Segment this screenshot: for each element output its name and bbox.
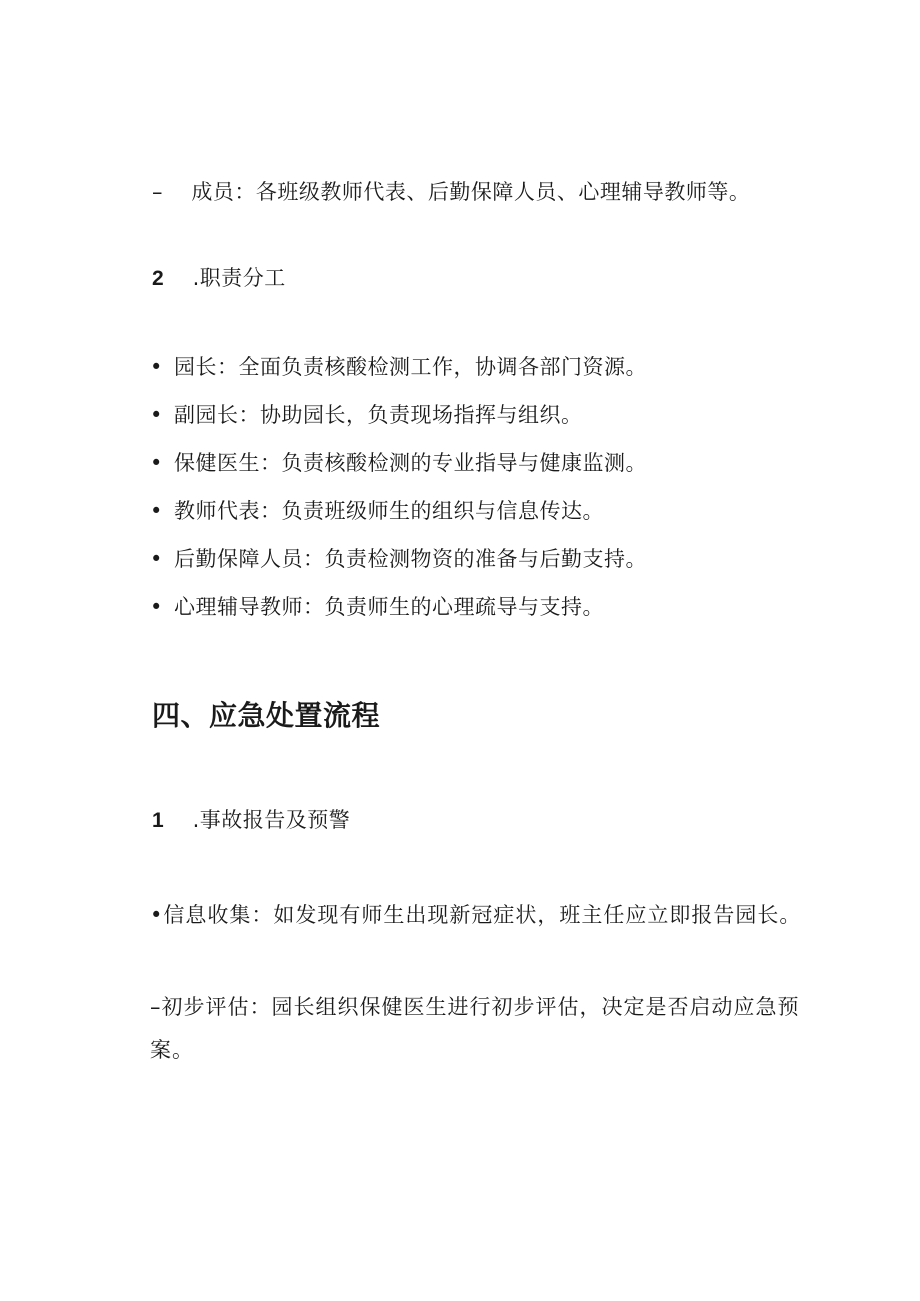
section-title: .事故报告及预警 <box>192 808 351 832</box>
list-item <box>150 496 604 526</box>
section-number: 2 <box>152 267 165 290</box>
section-heading-duties <box>152 263 286 294</box>
list-item <box>150 448 647 478</box>
section-number: 1 <box>152 809 165 832</box>
bullet-icon: • <box>150 451 163 475</box>
bullet-icon: • <box>150 499 163 523</box>
chapter-heading: 四、应急处置流程 <box>152 699 381 732</box>
list-item-text: 保健医生：负责核酸检测的专业指导与健康监测。 <box>174 451 647 475</box>
paragraph-initial-assessment: –初步评估：园长组织保健医生进行初步评估，决定是否启动应急预案。 <box>150 995 800 1062</box>
dash-marker: – <box>152 180 163 204</box>
list-item <box>150 544 647 574</box>
list-item-text: 后勤保障人员：负责检测物资的准备与后勤支持。 <box>174 547 647 571</box>
members-text: 成员：各班级教师代表、后勤保障人员、心理辅导教师等。 <box>191 180 751 204</box>
list-item-text: 心理辅导教师：负责师生的心理疏导与支持。 <box>174 595 604 619</box>
members-line <box>152 177 750 207</box>
list-item-text: 教师代表：负责班级师生的组织与信息传达。 <box>174 499 604 523</box>
list-item-text: 园长：全面负责核酸检测工作，协调各部门资源。 <box>174 355 647 379</box>
list-item <box>150 352 647 382</box>
list-item-text: 副园长：协助园长，负责现场指挥与组织。 <box>174 403 583 427</box>
bullet-icon: • <box>150 595 163 619</box>
section-title: .职责分工 <box>192 266 286 290</box>
list-item <box>150 400 583 430</box>
bullet-icon: • <box>150 547 163 571</box>
bullet-icon: • <box>150 355 163 379</box>
list-item <box>150 592 604 622</box>
paragraph-info-collection: •信息收集：如发现有师生出现新冠症状，班主任应立即报告园长。 <box>150 903 802 927</box>
section-heading-report <box>152 805 350 836</box>
bullet-icon: • <box>150 403 163 427</box>
